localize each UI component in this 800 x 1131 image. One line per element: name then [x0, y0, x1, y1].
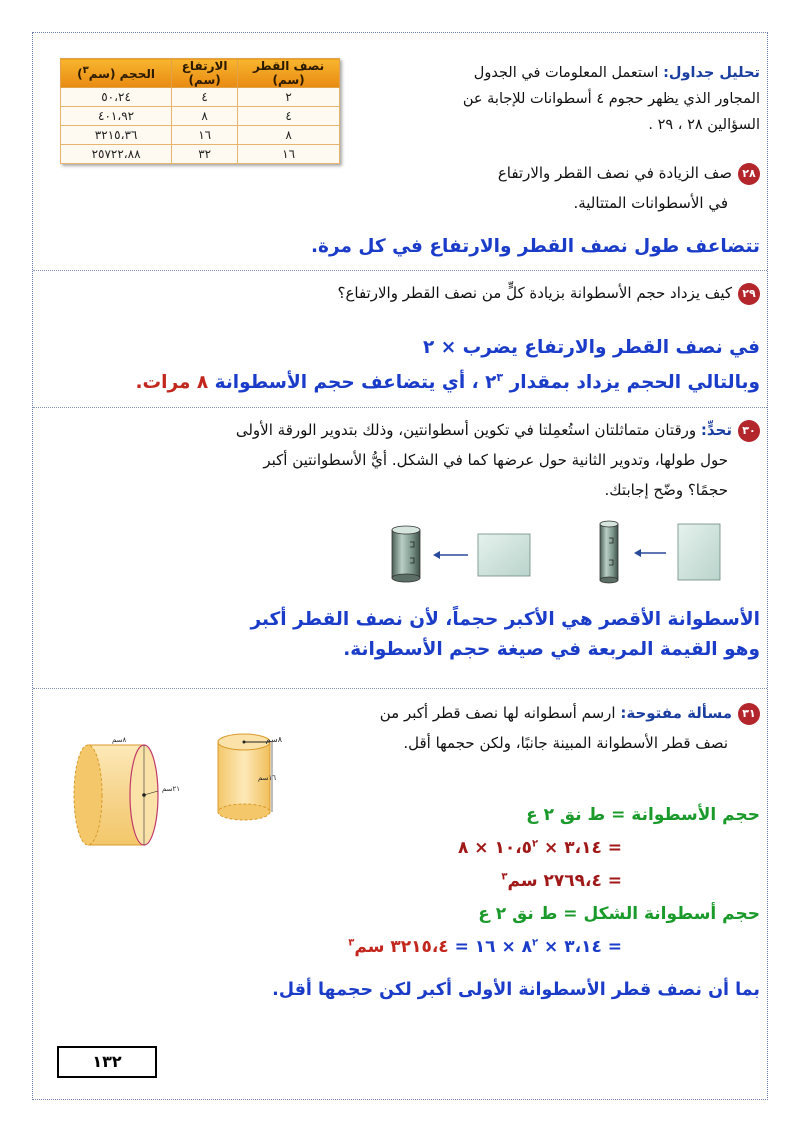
table-row: ١٦ ٣٢ ٢٥٧٢٢،٨٨: [61, 145, 340, 164]
answer-31-conclusion: بما أن نصف قطر الأسطوانة الأولى أكبر لكن حجمها أقل.: [272, 980, 760, 1000]
table-row: ٨ ١٦ ٣٢١٥،٣٦: [61, 126, 340, 145]
section-divider: [33, 688, 767, 689]
rolled-sheets-figure: [390, 520, 730, 586]
wide-sheet-icon: [478, 534, 530, 576]
question-number-badge: ٣٠: [738, 420, 760, 442]
question-number-badge: ٢٩: [738, 283, 760, 305]
question-number-badge: ٢٨: [738, 163, 760, 185]
formula-line-2: حجم أسطوانة الشكل = ط نق ٢ ع: [478, 904, 760, 924]
arrow-left-icon: [634, 549, 666, 557]
section-divider: [33, 270, 767, 271]
page-number: ١٣٢: [57, 1046, 157, 1078]
drawn-cylinder-radius-label: ٢١سم: [162, 785, 181, 793]
section-divider: [33, 407, 767, 408]
short-cylinder-icon: [392, 526, 420, 582]
arrow-left-icon: [433, 551, 468, 559]
table-header-volume: الحجم (سم$^٣$): [61, 59, 172, 88]
tall-sheet-icon: [678, 524, 720, 580]
question-31: ٣١مسألة مفتوحة: ارسم أسطوانه لها نصف قطر أكبر من نصف قطر الأسطوانة المبينة جانبًا، ولكن حجمها أقل.: [300, 698, 760, 758]
formula-line-1: حجم الأسطوانة = ط نق ٢ ع: [526, 805, 760, 825]
question-28: ٢٨صف الزيادة في نصف القطر والارتفاع في الأسطوانات المتتالية.: [360, 158, 760, 218]
intro-paragraph: تحليل جداول: استعمل المعلومات في الجدول المجاور الذي يظهر حجوم ٤ أسطوانات للإجابة عن السؤالين ٢٨ ، ٢٩ .: [462, 65, 760, 133]
calc-line-2: = ٣،١٤ × $٨^٢$ × ١٦ = ٣٢١٥،٤ سم$^٣$: [348, 937, 622, 957]
question-number-badge: ٣١: [738, 703, 760, 725]
cylinder-height-label: ١٦سم: [257, 774, 276, 782]
answer-29: في نصف القطر والارتفاع يضرب × ٢ وبالتالي الحجم يزداد بمقدار $٢^٣$ ، أي يتضاعف حجم الأسطوانة ٨ مرات.: [135, 337, 760, 394]
drawn-cylinder-figure: [60, 735, 190, 860]
table-header-row: [61, 59, 340, 88]
cylinder-radius-label: ٨سم: [265, 735, 282, 744]
question-29: ٢٩كيف يزداد حجم الأسطوانة بزيادة كلٍّ من نصف القطر والارتفاع؟: [40, 278, 760, 308]
tall-cylinder-icon: [600, 521, 618, 583]
result-line-1: = ٢٧٦٩،٤ سم$^٣$: [501, 871, 622, 891]
question-30: ٣٠تحدٍّ: ورقتان متماثلتان استُعمِلتا في تكوين أسطوانتين، وذلك بتدوير الورقة الأولى حول طولها، وتدوير الثانية حول عرضها كما في الشكل. أيُّ الأسطوانتين أكبر حجمًا؟ وضّح إجابتك.: [40, 415, 760, 505]
answer-28: تتضاعف طول نصف القطر والارتفاع في كل مرة.: [311, 236, 760, 257]
answer-30: الأسطوانة الأقصر هي الأكبر حجماً، لأن نصف القطر أكبر وهو القيمة المربعة في صيغة حجم الأسطوانة.: [250, 609, 760, 660]
table-row: ٢ ٤ ٥٠،٢٤: [61, 88, 340, 107]
table-header-height: الارتفاع (سم): [172, 59, 238, 88]
table-header-radius: نصف القطر (سم): [238, 59, 340, 88]
calc-line-1: = ٣،١٤ × $١٠،٥^٢$ × ٨: [457, 838, 622, 858]
cylinder-data-table: [60, 58, 340, 164]
table-row: ٤ ٨ ٤٠١،٩٢: [61, 107, 340, 126]
drawn-cylinder-length-label: ٨سم: [112, 736, 127, 744]
